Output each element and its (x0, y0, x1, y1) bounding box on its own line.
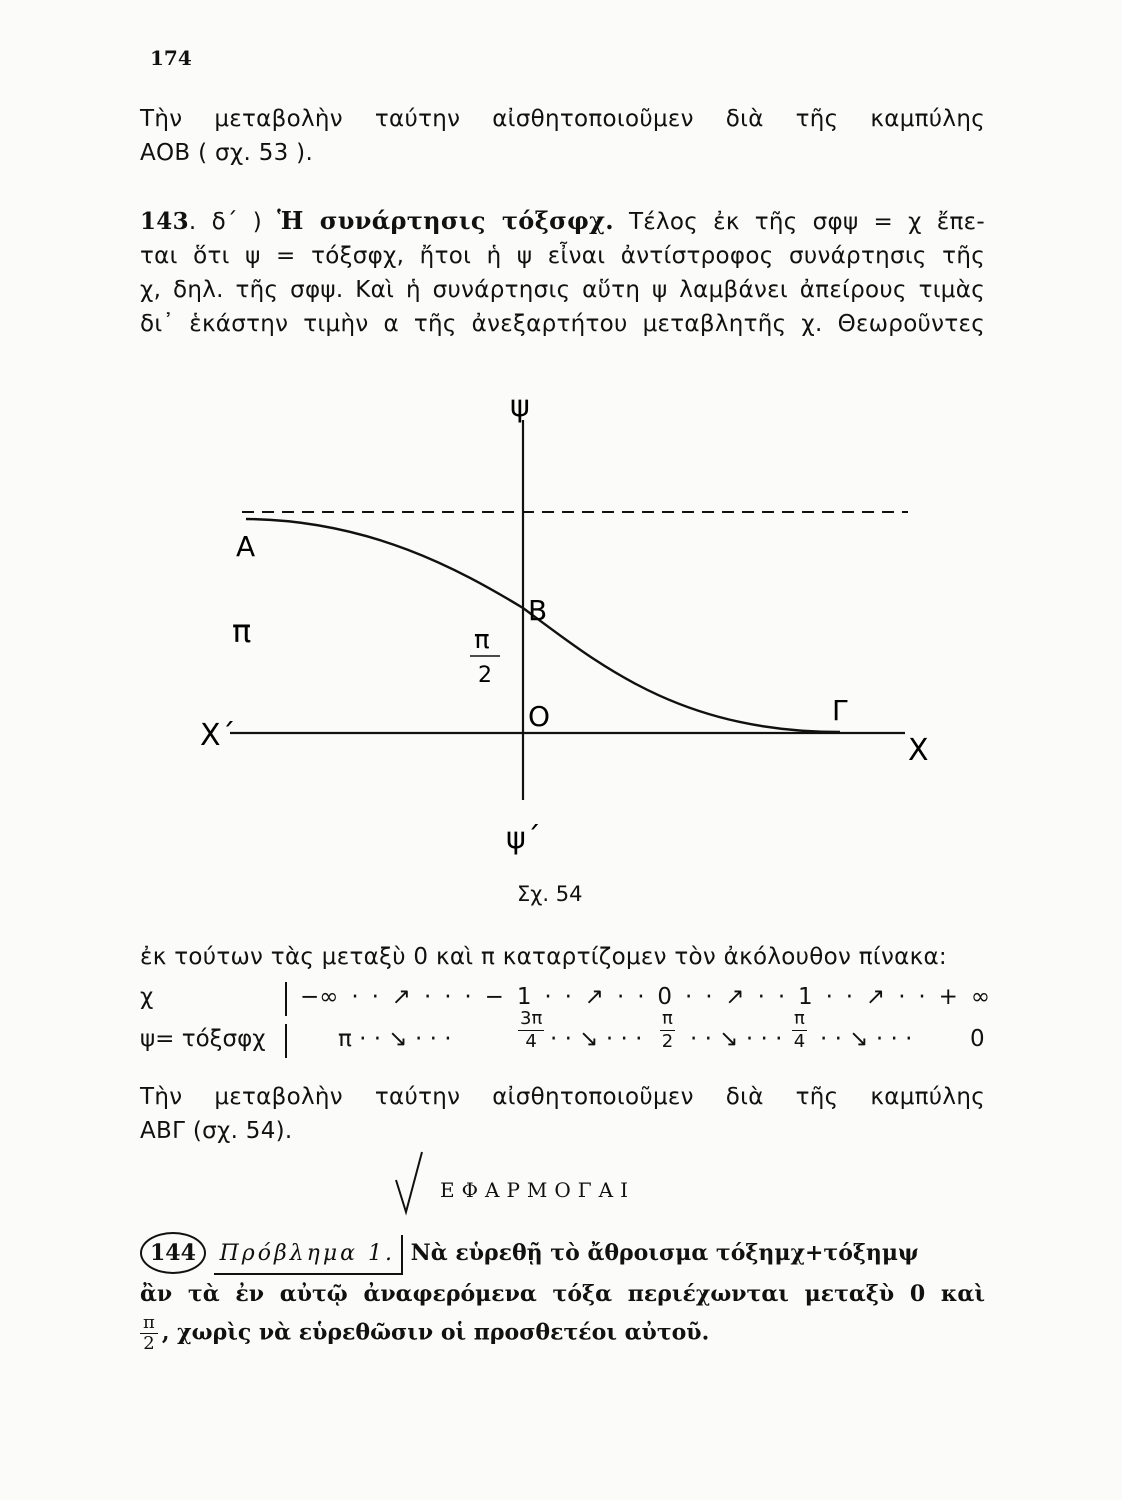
section-label: . δ΄ ) (188, 209, 263, 235)
point-g-label: Γ (832, 694, 848, 727)
table-psi-mid1: · · ↘ · · · (550, 1026, 643, 1052)
table-psi-end: 0 (970, 1026, 985, 1052)
half-pi-numerator: π (474, 625, 490, 655)
frac-denominator: 2 (143, 1333, 155, 1354)
handwritten-checkmark (392, 1150, 432, 1220)
pi-label: π (232, 612, 252, 650)
table-divider (285, 1024, 287, 1058)
point-a-label: Α (236, 530, 256, 563)
table-psi-label: ψ= τόξσφχ (140, 1026, 266, 1052)
paragraph-intro (140, 102, 985, 170)
frac-denominator: 4 (793, 1031, 806, 1052)
problem-line1 (140, 1232, 985, 1275)
paragraph-intro-line2: ΑΟΒ ( σχ. 53 ). (140, 140, 314, 166)
problem-text-line1: Νὰ εὑρεθῇ τὸ ἄθροισμα τόξημχ+τόξημψ (410, 1240, 919, 1266)
figure-caption: Σχ. 54 (517, 882, 583, 906)
paragraph-table-intro-text: ἐκ τούτων τὰς μεταξὺ 0 καὶ π καταρτίζομεν τὸν ἀκόλουθον πίνακα: (140, 944, 947, 970)
frac-denominator: 2 (661, 1031, 674, 1052)
table-divider (285, 982, 287, 1016)
section-number: 143 (140, 208, 189, 235)
point-b-label: Β (528, 594, 548, 627)
problem-line3 (140, 1313, 985, 1354)
paragraph-intro-line1: Τὴν μεταβολὴν ταύτην αἰσθητοποιοῦμεν διὰ τῆς καμπύλης (140, 106, 985, 132)
problem-label: Πρόβλημα 1. (214, 1235, 403, 1275)
table-psi-pi-2 (660, 1008, 675, 1053)
problem-text-line3: , χωρὶς νὰ εὑρεθῶσιν οἱ προσθετέοι αὐτοῦ. (161, 1319, 710, 1346)
paragraph-conclusion (140, 1080, 985, 1148)
paragraph-conclusion-line2: ΑΒΓ (σχ. 54). (140, 1118, 293, 1144)
problem-number: 144 (140, 1232, 206, 1274)
section-143 (140, 204, 985, 341)
table-psi-mid3: · · ↘ · · · (820, 1026, 913, 1052)
problem-144 (140, 1232, 985, 1354)
paragraph-conclusion-line1: Τὴν μεταβολὴν ταύτην αἰσθητοποιοῦμεν διὰ τῆς καμπύλης (140, 1084, 985, 1110)
applications-heading: ΕΦΑΡΜΟΓΑΙ (440, 1178, 635, 1202)
section-line1-rest: Τέλος ἐκ τῆς σφψ = χ ἔπε- (628, 209, 986, 235)
half-pi-denominator: 2 (478, 663, 492, 688)
frac-numerator: π (140, 1313, 158, 1334)
table-x-label: χ (140, 984, 154, 1010)
page-number: 174 (150, 46, 192, 70)
problem-text-line2: ἂν τὰ ἐν αὐτῷ ἀναφερόμενα τόξα περιέχωνται μεταξὺ 0 καὶ (140, 1281, 985, 1307)
point-o-label: Ο (528, 700, 551, 733)
frac-numerator: 3π (520, 1008, 543, 1029)
paragraph-table-intro (140, 940, 985, 974)
table-x-values (300, 980, 990, 1020)
section-143-line4: δι᾽ ἑκάστην τιμὴν α τῆς ἀνεξαρτήτου μεταβλητῆς χ. Θεωροῦντες (140, 311, 985, 337)
table-psi-pi-4 (792, 1008, 807, 1053)
section-143-line2: ται ὅτι ψ = τόξσφχ, ἤτοι ἡ ψ εἶναι ἀντίστροφος συνάρτησις τῆς (140, 243, 985, 269)
table-psi-pi: π · · ↘ · · · (338, 1026, 452, 1052)
table-x-cells: −∞ · · ↗ · · · − 1 · · ↗ · · 0 · · ↗ · · 1 · · ↗ · · + ∞ (300, 984, 990, 1010)
table-psi-3pi-4 (518, 1008, 544, 1053)
x-label: Χ (908, 733, 929, 768)
table-row-x (140, 980, 990, 1020)
x-neg-label: Χ΄ (200, 718, 236, 753)
problem-fraction (140, 1313, 158, 1354)
frac-denominator: 4 (525, 1031, 537, 1052)
psi-label: ψ (510, 389, 530, 424)
psi-neg-label: ψ΄ (506, 821, 541, 856)
section-143-line3: χ, δηλ. τῆς σφψ. Καὶ ἡ συνάρτησις αὕτη ψ λαμβάνει ἀπείρους τιμὰς (140, 277, 985, 303)
section-title: Ἡ συνάρτησις τόξσφχ. (277, 206, 614, 235)
table-psi-mid2: · · ↘ · · · (690, 1026, 783, 1052)
figure-arccot-graph (180, 380, 960, 870)
section-143-line1 (140, 204, 985, 239)
frac-numerator: π (662, 1008, 673, 1029)
frac-numerator: π (794, 1008, 805, 1029)
